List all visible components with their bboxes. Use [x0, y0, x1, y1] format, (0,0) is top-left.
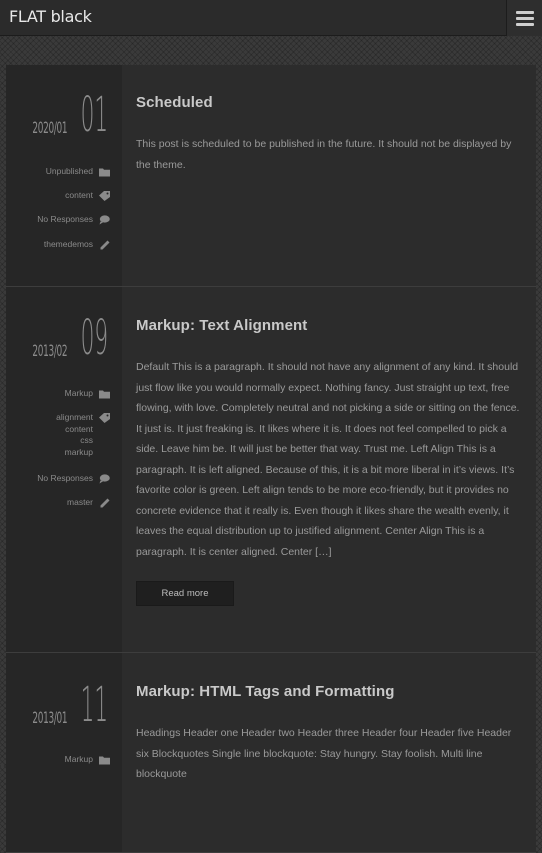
post-tag[interactable]: alignment	[56, 412, 93, 422]
post-category[interactable]	[65, 388, 110, 400]
menu-icon-bar	[516, 23, 534, 26]
post-category-label: Unpublished	[45, 166, 93, 176]
post-date	[11, 87, 108, 143]
menu-button[interactable]	[506, 0, 542, 36]
post-meta	[6, 65, 122, 286]
post-category-label: Markup	[64, 754, 93, 764]
post-date-ym: 2013/02	[32, 341, 67, 360]
post-meta	[6, 287, 122, 652]
post-comments-label: No Responses	[37, 214, 93, 224]
post-date-day: 09	[80, 310, 108, 366]
post-comments-label: No Responses	[37, 473, 93, 483]
post-item	[6, 653, 536, 853]
tag-icon	[99, 413, 110, 423]
menu-icon-bar	[516, 17, 534, 20]
site-header	[0, 0, 542, 36]
post-title[interactable]: Markup: HTML Tags and Formatting	[136, 683, 395, 700]
post-comments[interactable]	[37, 473, 110, 485]
post-tag[interactable]: markup	[64, 446, 93, 457]
post-date-ym: 2013/01	[32, 708, 67, 727]
post-tag[interactable]: content	[65, 423, 93, 434]
post-tags[interactable]	[56, 412, 110, 458]
post-author[interactable]	[67, 497, 110, 509]
post-author[interactable]	[44, 239, 110, 251]
menu-icon	[516, 11, 534, 14]
read-more-button[interactable]: Read more	[136, 581, 234, 606]
post-tags[interactable]	[65, 190, 110, 202]
post-excerpt: Headings Header one Header two Header three Header four Header five Header six Blockquotes Single line blockquote: Stay hungry. Stay foolish. Multi line blockquote	[136, 727, 512, 780]
post-excerpt: This post is scheduled to be published in the future. It should not be displayed by the theme.	[136, 138, 512, 171]
post-list	[6, 65, 536, 780]
post-tag-list	[56, 412, 93, 458]
post-tag[interactable]: css	[80, 435, 93, 445]
post-category[interactable]	[65, 754, 110, 766]
comment-icon	[99, 215, 110, 225]
folder-icon	[99, 167, 110, 177]
post-date-day: 01	[80, 87, 108, 143]
post-title[interactable]: Scheduled	[136, 94, 213, 111]
site-logo[interactable]	[9, 7, 92, 26]
post-item	[6, 287, 536, 653]
post-date-ym: 2020/01	[32, 118, 67, 137]
post-tag[interactable]: content	[65, 190, 93, 200]
comment-icon	[99, 474, 110, 484]
post-comments[interactable]	[37, 214, 110, 226]
post-date	[11, 310, 108, 366]
post-title[interactable]: Markup: Text Alignment	[136, 317, 308, 334]
post-date-day: 11	[80, 677, 108, 733]
post-item	[6, 65, 536, 287]
pencil-icon	[99, 240, 110, 250]
logo-bold: FLAT	[9, 7, 46, 26]
post-meta	[6, 653, 122, 852]
folder-icon	[99, 755, 110, 765]
post-author-label: master	[67, 497, 93, 507]
folder-icon	[99, 389, 110, 399]
pencil-icon	[99, 498, 110, 508]
post-date	[11, 677, 108, 733]
post-category[interactable]	[46, 166, 110, 178]
tag-icon	[99, 191, 110, 201]
post-excerpt: Default This is a paragraph. It should not have any alignment of any kind. It should just flow like you would normally expect. Nothing fancy. Just straight up text, free flowing, with love. Completely neutral and not picking a side or sitting on the fence. It just is. It just freaking is. It likes where it is. It does not feel compelled to pick a side. Leave him be. It will just be better that way. Trust me. Left Align This is a paragraph. It is left aligned. Because of this, it is a bit more liberal in it’s views. It’s favorite color is green. Left align tends to be more eco-friendly, but it provides no concrete evidence that it really is. Even though it likes share the wealth evenly, it leaves the equal distribution up to justified alignment. Center Align This is a paragraph. It is center aligned. Center […]	[136, 361, 520, 558]
post-author-label: themedemos	[43, 239, 93, 249]
logo-light: black	[50, 7, 92, 26]
post-category-label: Markup	[64, 388, 93, 398]
